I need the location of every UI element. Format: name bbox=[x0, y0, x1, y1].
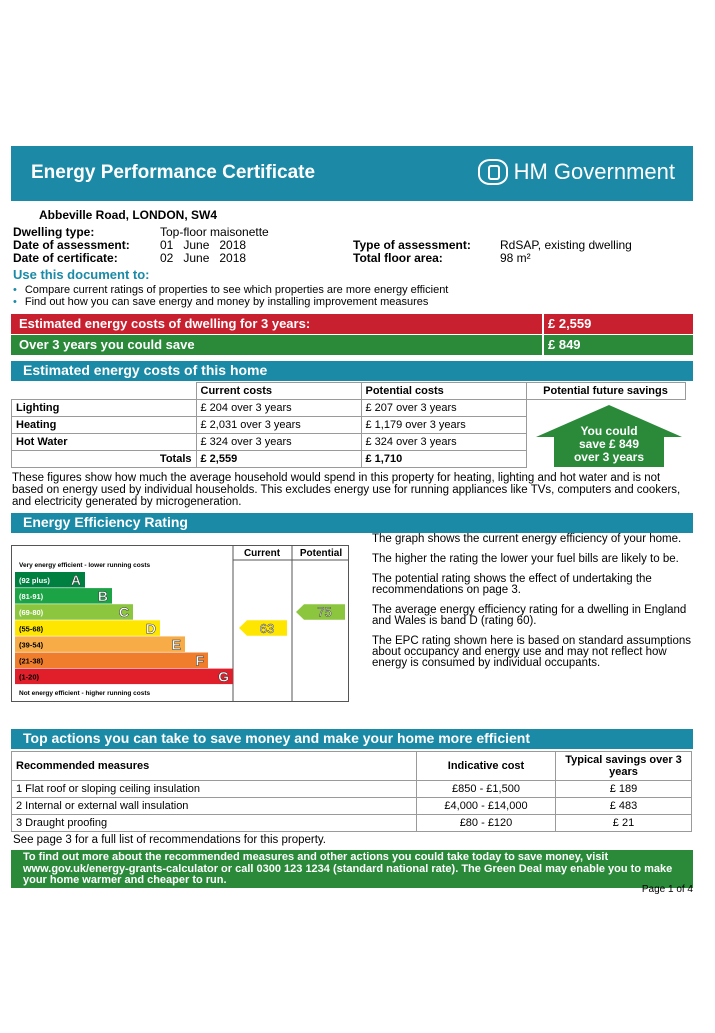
footer-info: To find out more about the recommended measures and other actions you could take today to save money, visit www.gov.uk/energy-grants-calculator or call 0300 123 1234 (standard national rate). The Green Deal may enable you to make your home warmer and cheaper to run. bbox=[11, 850, 693, 888]
assessment-type-label: Type of assessment: bbox=[353, 238, 471, 252]
table-row: Hot Water £ 324 over 3 years £ 324 over 3 years bbox=[12, 434, 686, 451]
potential-column-header: Potential bbox=[299, 548, 343, 559]
dwelling-type-value: Top-floor maisonette bbox=[160, 225, 269, 239]
potential-costs-header: Potential costs bbox=[361, 383, 526, 400]
potential-rating-value: 75 bbox=[317, 604, 332, 620]
band-range: (55-68) bbox=[19, 624, 44, 634]
current-rating-value: 63 bbox=[259, 620, 275, 636]
band-letter: E bbox=[171, 636, 181, 653]
band-g bbox=[15, 669, 233, 685]
hm-government-text: HM Government bbox=[513, 159, 675, 184]
totals-row: Totals £ 2,559 £ 1,710 bbox=[12, 451, 686, 468]
table-row: Lighting £ 204 over 3 years £ 207 over 3 years bbox=[12, 400, 686, 417]
band-letter: B bbox=[97, 588, 108, 605]
costs-note: These figures show how much the average household would spend in this property for heating, lighting and hot water and is not based on energy used by individual households. This excludes energy use for running appliances like TVs, computers and cookers, and electricity generated by microgeneration. bbox=[12, 472, 681, 508]
efficiency-section-header: Energy Efficiency Rating bbox=[11, 513, 693, 533]
current-costs-header: Current costs bbox=[196, 383, 361, 400]
use-document-title: Use this document to: bbox=[13, 267, 150, 282]
certificate-date-label: Date of certificate: bbox=[13, 251, 118, 265]
future-savings-header: Potential future savings bbox=[526, 383, 685, 400]
table-row: Heating £ 2,031 over 3 years £ 1,179 over 3 years bbox=[12, 417, 686, 434]
band-letter: G bbox=[218, 668, 229, 685]
table-row: 3 Draught proofing £80 - £120 £ 21 bbox=[12, 815, 692, 832]
top-caption: Very energy efficient - lower running costs bbox=[19, 562, 151, 569]
use-bullet: • Find out how you can save energy and money by installing improvement measures bbox=[13, 296, 429, 308]
savings-arrow-icon bbox=[536, 405, 682, 467]
floor-area-label: Total floor area: bbox=[353, 251, 443, 265]
table-row: 2 Internal or external wall insulation £4,000 - £14,000 £ 483 bbox=[12, 798, 692, 815]
band-letter: F bbox=[195, 652, 204, 669]
hm-government-logo bbox=[478, 159, 675, 185]
band-range: (69-80) bbox=[19, 608, 44, 618]
page-number: Page 1 of 4 bbox=[641, 884, 693, 895]
table-row: 1 Flat roof or sloping ceiling insulation £850 - £1,500 £ 189 bbox=[12, 781, 692, 798]
band-range: (1-20) bbox=[19, 672, 40, 682]
savings-arrow-line: You could bbox=[580, 424, 638, 438]
floor-area-value: 98 m² bbox=[500, 251, 531, 265]
band-range: (21-38) bbox=[19, 656, 44, 666]
savings-arrow-line: save £ 849 bbox=[578, 437, 640, 451]
band-range: (39-54) bbox=[19, 640, 44, 650]
band-f bbox=[15, 653, 208, 669]
band-range: (92 plus) bbox=[19, 576, 50, 585]
certificate-date-value: 02 June 2018 bbox=[160, 251, 247, 265]
use-bullet: • Compare current ratings of properties to see which properties are more energy efficient bbox=[13, 284, 449, 296]
band-letter: D bbox=[145, 620, 156, 637]
estimated-costs-bar bbox=[11, 314, 693, 334]
estimated-costs-label: Estimated energy costs of dwelling for 3 years: bbox=[19, 316, 311, 331]
assessment-type-value: RdSAP, existing dwelling bbox=[500, 238, 632, 252]
assessment-date-value: 01 June 2018 bbox=[160, 238, 247, 252]
actions-section-header: Top actions you can take to save money and make your home more efficient bbox=[11, 729, 693, 749]
measures-header: Recommended measures bbox=[12, 752, 417, 781]
band-letter: A bbox=[70, 572, 81, 588]
band-range: (81-91) bbox=[19, 592, 44, 602]
rating-description: The graph shows the current energy efficiency of your home. The higher the rating the lower your fuel bills are likely to be. The potential rating shows the effect of undertaking the recommendations on page 3. The average energy efficiency rating for a dwelling in England and Wales is band D (rating 60). The EPC rating shown here is based on standard assumptions about occupancy and energy use and may not reflect how energy is consumed by individual occupants. bbox=[372, 533, 691, 669]
potential-savings-bar bbox=[11, 335, 693, 355]
certificate-title: Energy Performance Certificate bbox=[31, 162, 316, 183]
crest-icon bbox=[478, 159, 508, 185]
certificate-header bbox=[11, 146, 693, 201]
current-column-header: Current bbox=[243, 548, 281, 559]
assessment-date-label: Date of assessment: bbox=[13, 238, 130, 252]
estimated-costs-value: £ 2,559 bbox=[548, 316, 592, 331]
actions-table bbox=[11, 751, 692, 832]
savings-arrow-line: over 3 years bbox=[573, 450, 645, 464]
efficiency-rating-chart bbox=[11, 545, 349, 702]
savings-header: Typical savings over 3 years bbox=[556, 752, 692, 781]
see-page-note: See page 3 for a full list of recommendations for this property. bbox=[13, 834, 326, 846]
dwelling-type-label: Dwelling type: bbox=[13, 225, 95, 239]
band-letter: C bbox=[118, 604, 129, 621]
potential-savings-label: Over 3 years you could save bbox=[19, 337, 195, 352]
cost-header: Indicative cost bbox=[417, 752, 556, 781]
costs-section-header: Estimated energy costs of this home bbox=[11, 361, 693, 381]
bottom-caption: Not energy efficient - higher running costs bbox=[19, 690, 151, 697]
property-address: Abbeville Road, LONDON, SW4 bbox=[39, 208, 218, 222]
potential-savings-value: £ 849 bbox=[548, 337, 581, 352]
